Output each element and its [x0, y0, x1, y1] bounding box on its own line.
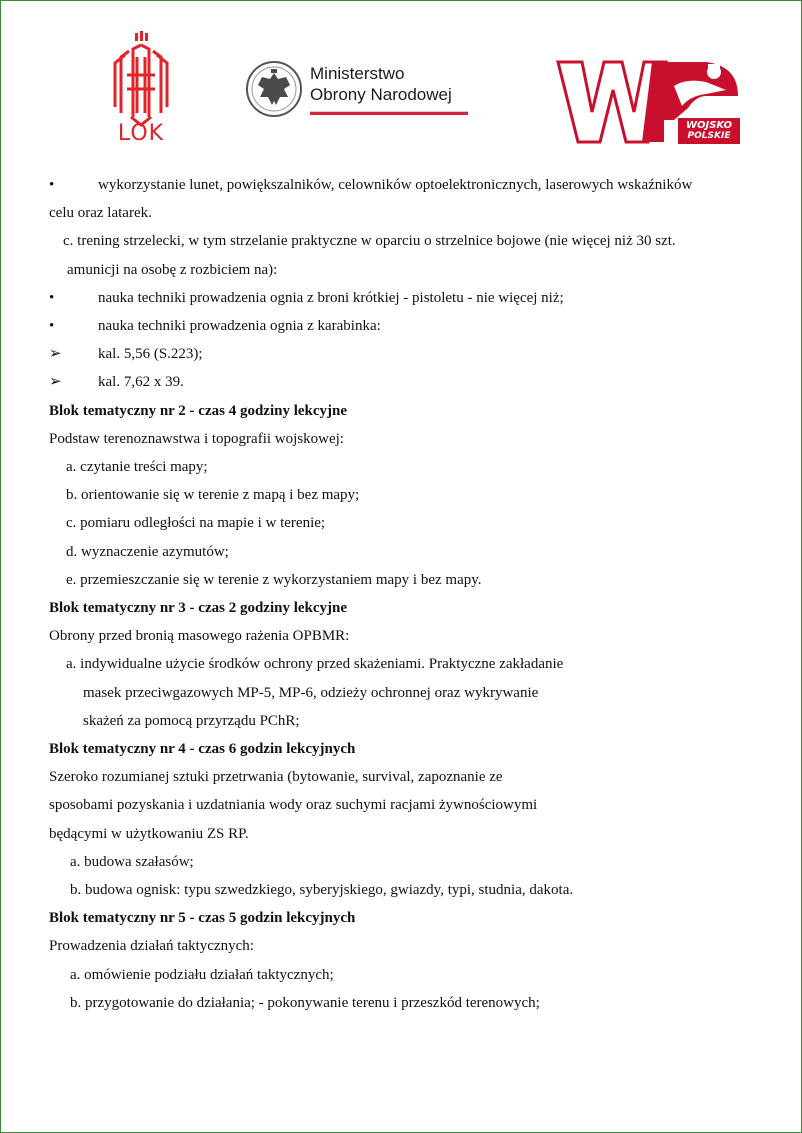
- section-subtitle: Obrony przed bronią masowego rażenia OPBMR:: [49, 628, 350, 645]
- document-body: [49, 171, 759, 1017]
- list-item: [49, 368, 759, 396]
- list-item: [49, 340, 759, 368]
- list-item: a. indywidualne użycie środków ochrony przed skażeniami. Praktyczne zakładanie: [66, 656, 564, 673]
- list-item: a. omówienie podziału działań taktycznych;: [70, 966, 334, 983]
- arrow-bullet-icon: ➢: [49, 346, 62, 363]
- header-logos: [1, 1, 801, 166]
- lok-logo-text: LOK: [117, 121, 165, 146]
- paragraph-continuation: masek przeciwgazowych MP-5, MP-6, odzieży ochronnej oraz wykrywanie: [83, 684, 539, 701]
- bullet-mark: •: [49, 318, 55, 335]
- list-item: a. czytanie treści mapy;: [66, 459, 208, 476]
- list-item: [49, 284, 759, 312]
- list-item: [49, 312, 759, 340]
- bullet-mark: •: [49, 289, 55, 306]
- item-text: kal. 5,56 (S.223);: [98, 346, 203, 363]
- item-text: kal. 7,62 x 39.: [98, 374, 184, 391]
- item-text: nauka techniki prowadzenia ognia z broni krótkiej - pistoletu - nie więcej niż;: [98, 289, 564, 306]
- mon-line2: Obrony Narodowej: [310, 85, 452, 104]
- wp-logo: [556, 56, 742, 148]
- list-item: c. pomiaru odległości na mapie i w terenie;: [66, 515, 326, 532]
- lok-logo: [105, 27, 177, 149]
- paragraph-continuation: celu oraz latarek.: [49, 205, 152, 222]
- wp-line2: POLSKIE: [687, 131, 731, 141]
- mon-logo-text: [310, 63, 452, 105]
- list-item: a. budowa szałasów;: [70, 853, 194, 870]
- section-subtitle: Prowadzenia działań taktycznych:: [49, 938, 254, 955]
- list-item: e. przemieszczanie się w terenie z wykorzystaniem mapy i bez mapy.: [66, 571, 482, 588]
- list-item: [49, 171, 759, 199]
- bullet-mark: •: [49, 177, 55, 193]
- paragraph-continuation: amunicji na osobę z rozbiciem na):: [67, 261, 278, 278]
- polish-eagle-emblem-icon: [244, 59, 304, 119]
- section-subtitle: Szeroko rozumianej sztuki przetrwania (bytowanie, survival, zapoznanie ze: [49, 769, 503, 786]
- section-heading: Blok tematyczny nr 3 - czas 2 godziny lekcyjne: [49, 600, 348, 617]
- item-text: wykorzystanie lunet, powiększalników, celowników optoelektronicznych, laserowych wskaźników: [98, 177, 693, 193]
- section-heading: Blok tematyczny nr 2 - czas 4 godziny lekcyjne: [49, 402, 348, 419]
- section-subtitle: sposobami pozyskania i uzdatniania wody oraz suchymi racjami żywnościowymi: [49, 797, 538, 814]
- arrow-bullet-icon: ➢: [49, 374, 62, 391]
- paragraph-continuation: skażeń za pomocą przyrządu PChR;: [83, 712, 300, 729]
- wp-line1: WOJSKO: [685, 120, 733, 131]
- list-item: d. wyznaczenie azymutów;: [66, 543, 229, 560]
- section-heading: Blok tematyczny nr 5 - czas 5 godzin lekcyjnych: [49, 910, 356, 927]
- mon-logo: [244, 57, 484, 121]
- section-heading: Blok tematyczny nr 4 - czas 6 godzin lekcyjnych: [49, 741, 356, 758]
- mon-flag-bar: [310, 111, 468, 114]
- mon-line1: Ministerstwo: [310, 64, 405, 83]
- list-item: c. trening strzelecki, w tym strzelanie praktyczne w oparciu o strzelnice bojowe (nie więcej niż 30 szt.: [63, 233, 676, 250]
- list-item: b. budowa ognisk: typu szwedzkiego, syberyjskiego, gwiazdy, typi, studnia, dakota.: [70, 882, 574, 899]
- section-subtitle: Podstaw terenoznawstwa i topografii wojskowej:: [49, 430, 344, 447]
- list-item: b. orientowanie się w terenie z mapą i bez mapy;: [66, 487, 360, 504]
- list-item: b. przygotowanie do działania; - pokonywanie terenu i przeszkód terenowych;: [70, 994, 540, 1011]
- section-subtitle: będącymi w użytkowaniu ZS RP.: [49, 825, 249, 842]
- item-text: nauka techniki prowadzenia ognia z karabinka:: [98, 318, 381, 335]
